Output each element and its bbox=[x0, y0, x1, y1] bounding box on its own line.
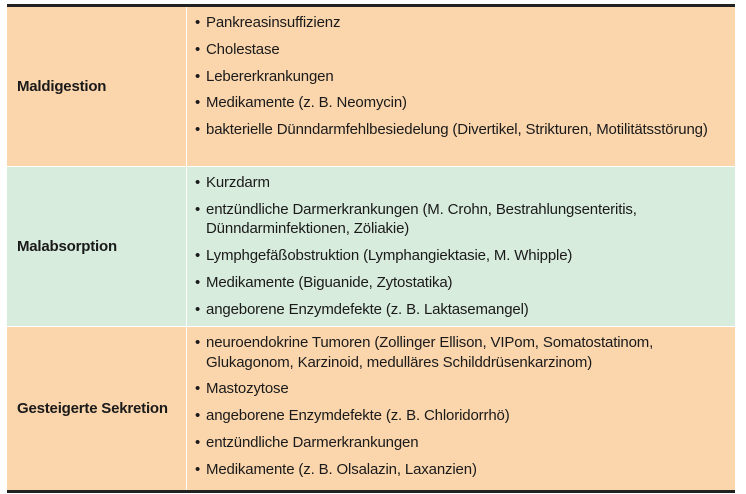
row-label-maldigestion: Maldigestion bbox=[7, 7, 187, 166]
table-row-maldigestion bbox=[7, 7, 735, 166]
row-label-gesteigerte-sekretion: Gesteigerte Sekretion bbox=[7, 327, 187, 490]
item-list-malabsorption bbox=[187, 167, 735, 326]
item-list-gesteigerte-sekretion bbox=[187, 327, 735, 490]
item-list-maldigestion bbox=[187, 7, 735, 166]
list-item: • Lymphgefäßobstruktion (Lymphangiektasie, M. Whipple) bbox=[195, 246, 729, 266]
list-item: • neuroendokrine Tumoren (Zollinger Ellison, VIPom, Somatostatinom, Glukagonom, Karzinoid, medulläres Schilddrüsenkarzinom) bbox=[195, 333, 729, 372]
causes-table bbox=[7, 4, 735, 493]
list-item: • bakterielle Dünndarmfehlbesiedelung (Divertikel, Strikturen, Motilitätsstörung) bbox=[195, 120, 729, 140]
list-item: • Medikamente (z. B. Neomycin) bbox=[195, 93, 729, 113]
list-item: • Pankreasinsuffizienz bbox=[195, 13, 729, 33]
list-item: • entzündliche Darmerkrankungen (M. Crohn, Bestrahlungsenteritis, Dünndarminfektionen, Zöliakie) bbox=[195, 200, 729, 239]
list-item: • Lebererkrankungen bbox=[195, 67, 729, 87]
list-item: • angeborene Enzymdefekte (z. B. Chloridorrhö) bbox=[195, 406, 729, 426]
row-label-malabsorption: Malabsorption bbox=[7, 167, 187, 326]
list-item: • angeborene Enzymdefekte (z. B. Laktasemangel) bbox=[195, 300, 729, 320]
list-item: • Medikamente (z. B. Olsalazin, Laxanzien) bbox=[195, 460, 729, 480]
list-item: • Mastozytose bbox=[195, 379, 729, 399]
list-item: • entzündliche Darmerkrankungen bbox=[195, 433, 729, 453]
table-row-malabsorption bbox=[7, 166, 735, 326]
list-item: • Kurzdarm bbox=[195, 173, 729, 193]
list-item: • Cholestase bbox=[195, 40, 729, 60]
table-row-gesteigerte-sekretion bbox=[7, 326, 735, 490]
list-item: • Medikamente (Biguanide, Zytostatika) bbox=[195, 273, 729, 293]
